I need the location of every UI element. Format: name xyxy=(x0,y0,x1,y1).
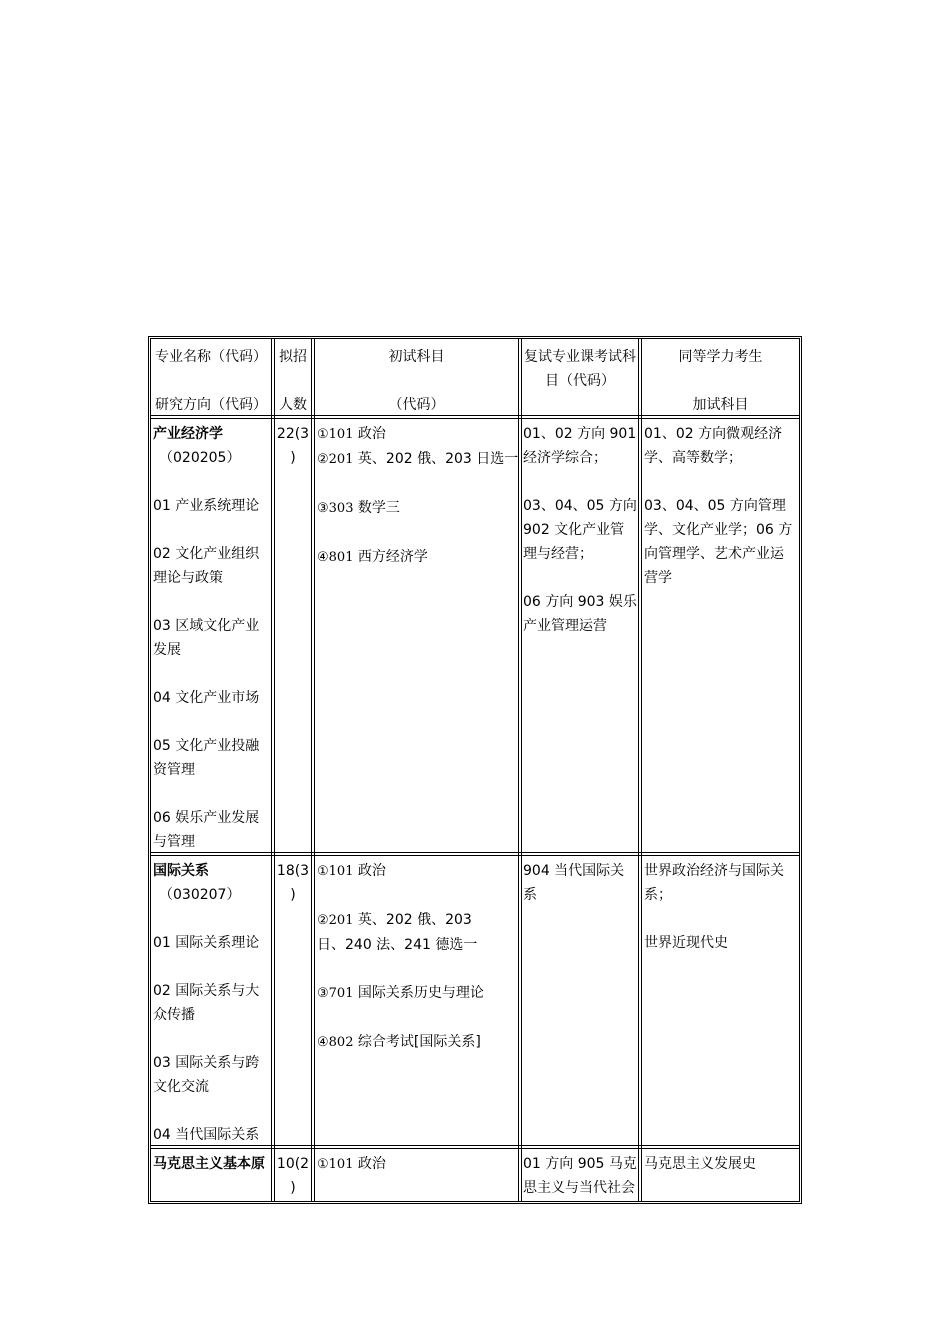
extra-cell xyxy=(644,1152,800,1176)
subject-name: 政治 xyxy=(353,426,386,442)
exam-cell xyxy=(317,1152,519,1177)
retest-line: 904 当代国际关 xyxy=(523,863,625,879)
direction: 04 当代国际关系 xyxy=(153,1127,260,1143)
extra-line: 学、高等数学； xyxy=(644,450,742,466)
retest-line: 理与经营； xyxy=(523,546,593,562)
header-text: 研究方向（代码） xyxy=(155,397,267,413)
exam-cell xyxy=(317,859,519,1055)
extra-line: 向管理学、艺术产业运 xyxy=(644,546,784,562)
quota-cell xyxy=(275,859,311,907)
major-code: （030207） xyxy=(159,887,241,903)
header-major xyxy=(153,345,269,417)
major-name: 国际关系 xyxy=(153,863,209,879)
extra-line: 学、文化产业学；06 方 xyxy=(644,522,793,538)
header-text: 同等学力考生 xyxy=(678,349,763,365)
direction: 01 产业系统理论 xyxy=(153,498,260,514)
direction: 与管理 xyxy=(153,834,195,850)
retest-line: 03、04、05 方向 xyxy=(523,498,637,514)
major-cell xyxy=(153,1152,271,1176)
exam-subject xyxy=(317,545,519,570)
header-extra xyxy=(642,345,799,417)
extra-line: 系； xyxy=(644,887,672,903)
subject-name: 数学三 xyxy=(353,500,400,516)
exam-subject xyxy=(317,496,519,521)
exam-subject xyxy=(317,981,519,1006)
direction: 03 区域文化产业 xyxy=(153,618,260,634)
extra-cell xyxy=(644,859,800,955)
subject-code: ③701 xyxy=(317,986,354,1001)
direction: 03 国际关系与跨 xyxy=(153,1055,260,1071)
header-text: 初试科目 xyxy=(388,349,445,365)
subject-name: 国际关系历史与理论 xyxy=(353,985,484,1001)
retest-line: 经济学综合； xyxy=(523,450,607,466)
retest-cell xyxy=(523,1152,641,1200)
subject-code: ②201 xyxy=(317,452,354,467)
subject-name: 英、202 俄、203 xyxy=(353,912,472,928)
extra-line: 世界近现代史 xyxy=(644,935,728,951)
retest-line: 思主义与当代社会 xyxy=(523,1180,635,1196)
header-text: （代码） xyxy=(388,397,445,413)
retest-line: 01、02 方向 901 xyxy=(523,426,637,442)
retest-line: 902 文化产业管 xyxy=(523,522,625,538)
direction: 02 文化产业组织 xyxy=(153,546,260,562)
major-cell xyxy=(153,859,269,1147)
major-name: 马克思主义基本原 xyxy=(153,1156,265,1172)
header-text: 复试专业课考试科 xyxy=(524,349,636,365)
direction: 文化交流 xyxy=(153,1079,209,1095)
major-code: （020205） xyxy=(159,450,241,466)
subject-code: ②201 xyxy=(317,913,354,928)
exam-cell xyxy=(317,422,519,570)
exam-subject xyxy=(317,908,519,933)
retest-cell xyxy=(523,422,641,638)
header-retest xyxy=(521,345,639,393)
subject-name: 政治 xyxy=(353,1156,386,1172)
extra-cell xyxy=(644,422,800,590)
extra-line: 营学 xyxy=(644,570,672,586)
exam-subject xyxy=(317,447,519,472)
extra-line: 01、02 方向微观经济 xyxy=(644,426,783,442)
quota-cell xyxy=(275,1152,311,1200)
header-text: 人数 xyxy=(279,397,307,413)
direction: 发展 xyxy=(153,642,181,658)
direction: 06 娱乐产业发展 xyxy=(153,810,260,826)
direction: 04 文化产业市场 xyxy=(153,690,260,706)
subject-code: ③303 xyxy=(317,501,354,516)
exam-subject xyxy=(317,859,519,884)
admission-table xyxy=(148,336,802,1204)
quota-value: 18(3 xyxy=(276,863,310,879)
header-quota xyxy=(275,345,311,417)
direction: 资管理 xyxy=(153,762,195,778)
direction: 01 国际关系理论 xyxy=(153,935,260,951)
column-divider xyxy=(311,339,315,1201)
retest-line: 系 xyxy=(523,887,537,903)
subject-code: ①101 xyxy=(317,427,354,442)
extra-line: 世界政治经济与国际关 xyxy=(644,863,784,879)
exam-subject xyxy=(317,422,519,447)
retest-line: 01 方向 905 马克 xyxy=(523,1156,637,1172)
direction: 02 国际关系与大 xyxy=(153,983,260,999)
quota-value: ) xyxy=(290,1180,296,1196)
subject-name: 综合考试[国际关系] xyxy=(353,1034,481,1050)
extra-line: 马克思主义发展史 xyxy=(644,1156,756,1172)
exam-subject xyxy=(317,1030,519,1055)
quota-value: ) xyxy=(290,887,296,903)
extra-line: 03、04、05 方向管理 xyxy=(644,498,786,514)
major-cell xyxy=(153,422,269,854)
exam-subject xyxy=(317,1152,519,1177)
subject-code: ④801 xyxy=(317,550,354,565)
subject-name: 西方经济学 xyxy=(353,549,428,565)
subject-name: 政治 xyxy=(353,863,386,879)
quota-cell xyxy=(275,422,311,470)
header-exam xyxy=(315,345,518,417)
quota-value: 22(3 xyxy=(276,426,310,442)
major-name: 产业经济学 xyxy=(153,426,223,442)
subject-code: ①101 xyxy=(317,864,354,879)
direction: 05 文化产业投融 xyxy=(153,738,260,754)
retest-line: 06 方向 903 娱乐 xyxy=(523,594,637,610)
subject-name: 英、202 俄、203 日选一 xyxy=(353,451,519,467)
retest-line: 产业管理运营 xyxy=(523,618,607,634)
subject-code: ①101 xyxy=(317,1157,354,1172)
header-text: 拟招 xyxy=(279,349,307,365)
direction: 众传播 xyxy=(153,1007,195,1023)
exam-subject-cont: 日、240 法、241 德选一 xyxy=(317,937,478,953)
quota-value: 10(2 xyxy=(276,1156,310,1172)
header-text: 专业名称（代码） xyxy=(155,349,267,365)
retest-cell xyxy=(523,859,641,907)
subject-code: ④802 xyxy=(317,1035,354,1050)
quota-value: ) xyxy=(290,450,296,466)
direction: 理论与政策 xyxy=(153,570,223,586)
header-text: 目（代码） xyxy=(545,373,615,389)
header-text: 加试科目 xyxy=(692,397,749,413)
